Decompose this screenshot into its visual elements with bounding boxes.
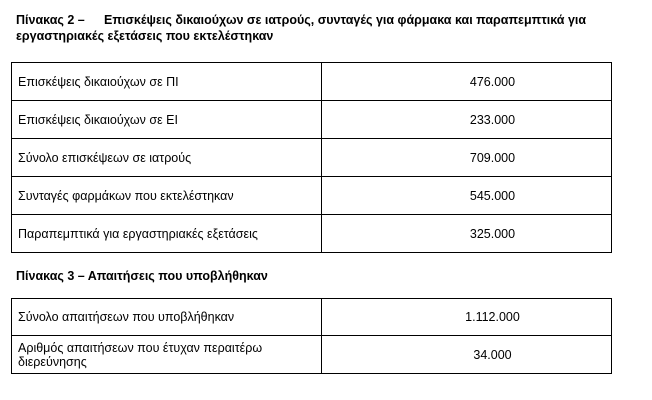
row-value: 545.000 (322, 177, 612, 215)
row-label-line2: διερεύνησης (18, 354, 87, 369)
row-label: Επισκέψεις δικαιούχων σε ΠΙ (12, 63, 322, 101)
row-value: 709.000 (322, 139, 612, 177)
table2-caption (16, 12, 586, 44)
row-label: Σύνολο επισκέψεων σε ιατρούς (12, 139, 322, 177)
table-row (12, 139, 612, 177)
row-label: Επισκέψεις δικαιούχων σε ΕΙ (12, 101, 322, 139)
table-row (12, 63, 612, 101)
table3-caption: Πίνακας 3 – Απαιτήσεις που υποβλήθηκαν (16, 269, 268, 283)
row-value: 34.000 (322, 336, 612, 374)
table-row (12, 299, 612, 336)
row-value: 476.000 (322, 63, 612, 101)
table2-caption-text-line1: Επισκέψεις δικαιούχων σε ιατρούς, συνταγές για φάρμακα και παραπεμπτικά για (104, 13, 587, 27)
table-row (12, 101, 612, 139)
row-label-line1: Αριθμός απαιτήσεων που έτυχαν περαιτέρω (18, 340, 263, 355)
table-row (12, 215, 612, 253)
row-value: 1.112.000 (322, 299, 612, 336)
table-row (12, 336, 612, 374)
table-row (12, 177, 612, 215)
table3 (11, 298, 612, 374)
row-label (12, 336, 322, 374)
row-value: 325.000 (322, 215, 612, 253)
table2 (11, 62, 612, 253)
table2-caption-label: Πίνακας 2 – (16, 13, 85, 27)
row-label: Παραπεμπτικά για εργαστηριακές εξετάσεις (12, 215, 322, 253)
row-value: 233.000 (322, 101, 612, 139)
table2-caption-text-line2: εργαστηριακές εξετάσεις που εκτελέστηκαν (16, 29, 274, 43)
row-label: Συνταγές φαρμάκων που εκτελέστηκαν (12, 177, 322, 215)
row-label: Σύνολο απαιτήσεων που υποβλήθηκαν (12, 299, 322, 336)
